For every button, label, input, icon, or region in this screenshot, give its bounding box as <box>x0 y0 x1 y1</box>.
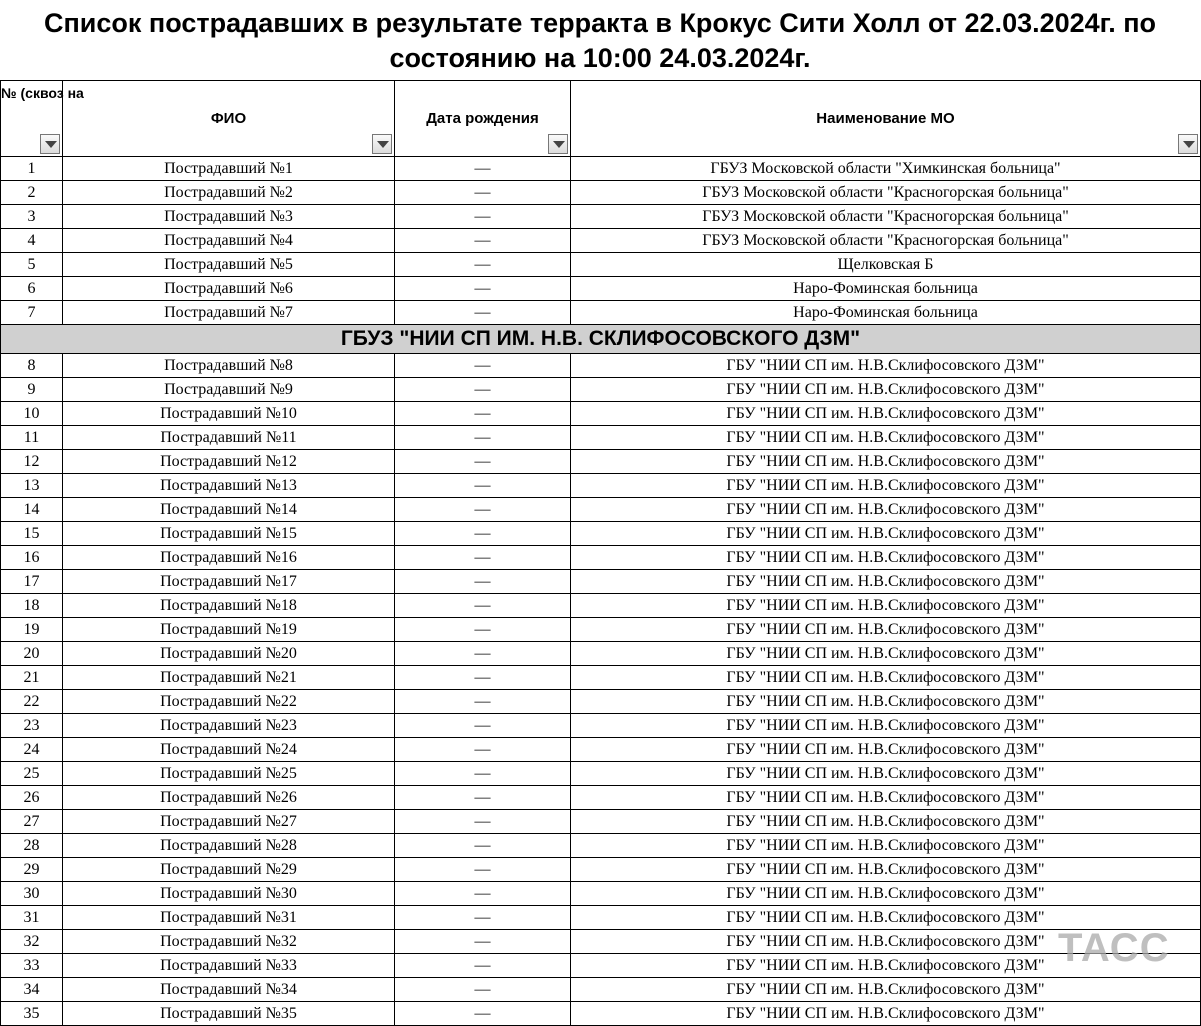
cell-dob[interactable]: — <box>395 1002 571 1026</box>
cell-fio[interactable]: Пострадавший №23 <box>63 714 395 738</box>
cell-number[interactable]: 9 <box>1 378 63 402</box>
cell-mo[interactable]: Наро-Фоминская больница <box>571 277 1201 301</box>
table-row <box>1 402 1201 426</box>
cell-fio[interactable]: Пострадавший №20 <box>63 642 395 666</box>
table-row <box>1 690 1201 714</box>
cell-dob[interactable]: — <box>395 714 571 738</box>
cell-mo[interactable]: ГБУ "НИИ СП им. Н.В.Склифосовского ДЗМ" <box>571 402 1201 426</box>
cell-mo[interactable]: ГБУ "НИИ СП им. Н.В.Склифосовского ДЗМ" <box>571 786 1201 810</box>
cell-fio[interactable]: Пострадавший №22 <box>63 690 395 714</box>
title-line-1: Список пострадавших в результате терракта в Крокус Сити Холл от 22.03.2024г. по <box>43 8 1157 38</box>
table-row <box>1 277 1201 301</box>
tass-watermark: ТАСС <box>1058 926 1170 970</box>
cell-fio[interactable]: Пострадавший №24 <box>63 738 395 762</box>
cell-fio[interactable]: Пострадавший №15 <box>63 522 395 546</box>
table-row <box>1 930 1201 954</box>
cell-number[interactable]: 5 <box>1 253 63 277</box>
cell-mo[interactable]: ГБУ "НИИ СП им. Н.В.Склифосовского ДЗМ" <box>571 954 1201 978</box>
cell-mo[interactable]: ГБУ "НИИ СП им. Н.В.Склифосовского ДЗМ" <box>571 978 1201 1002</box>
table-row <box>1 253 1201 277</box>
section-header-label: ГБУЗ "НИИ СП ИМ. Н.В. СКЛИФОСОВСКОГО ДЗМ" <box>1 325 1201 354</box>
cell-number[interactable]: 4 <box>1 229 63 253</box>
cell-fio[interactable]: Пострадавший №32 <box>63 930 395 954</box>
cell-mo[interactable]: ГБУ "НИИ СП им. Н.В.Склифосовского ДЗМ" <box>571 618 1201 642</box>
cell-fio[interactable]: Пострадавший №34 <box>63 978 395 1002</box>
cell-fio[interactable]: Пострадавший №29 <box>63 858 395 882</box>
header-dob-label: Дата рождения <box>426 109 539 127</box>
cell-dob[interactable]: — <box>395 570 571 594</box>
cell-dob[interactable]: — <box>395 474 571 498</box>
header-fio-label: ФИО <box>210 109 247 127</box>
cell-dob[interactable]: — <box>395 810 571 834</box>
title-line-2: состоянию на 10:00 24.03.2024г. <box>389 43 811 73</box>
cell-number[interactable]: 33 <box>1 954 63 978</box>
table-row <box>1 714 1201 738</box>
cell-fio[interactable]: Пострадавший №8 <box>63 354 395 378</box>
cell-dob[interactable]: — <box>395 666 571 690</box>
cell-dob[interactable]: — <box>395 498 571 522</box>
header-num-label: № (сквоз на <box>1 85 84 101</box>
document-title <box>0 6 1200 76</box>
cell-dob[interactable]: — <box>395 181 571 205</box>
cell-fio[interactable]: Пострадавший №2 <box>63 181 395 205</box>
cell-number[interactable]: 34 <box>1 978 63 1002</box>
cell-dob[interactable]: — <box>395 354 571 378</box>
cell-number[interactable]: 18 <box>1 594 63 618</box>
table-row <box>1 498 1201 522</box>
cell-fio[interactable]: Пострадавший №28 <box>63 834 395 858</box>
cell-dob[interactable]: — <box>395 277 571 301</box>
cell-dob[interactable]: — <box>395 157 571 181</box>
cell-number[interactable]: 12 <box>1 450 63 474</box>
cell-number[interactable]: 32 <box>1 930 63 954</box>
cell-dob[interactable]: — <box>395 594 571 618</box>
cell-mo[interactable]: ГБУ "НИИ СП им. Н.В.Склифосовского ДЗМ" <box>571 762 1201 786</box>
cell-dob[interactable]: — <box>395 450 571 474</box>
cell-dob[interactable]: — <box>395 906 571 930</box>
cell-number[interactable]: 10 <box>1 402 63 426</box>
cell-number[interactable]: 7 <box>1 301 63 325</box>
cell-fio[interactable]: Пострадавший №13 <box>63 474 395 498</box>
cell-number[interactable]: 19 <box>1 618 63 642</box>
cell-mo[interactable]: ГБУ "НИИ СП им. Н.В.Склифосовского ДЗМ" <box>571 642 1201 666</box>
cell-number[interactable]: 3 <box>1 205 63 229</box>
cell-fio[interactable]: Пострадавший №31 <box>63 906 395 930</box>
cell-mo[interactable]: ГБУ "НИИ СП им. Н.В.Склифосовского ДЗМ" <box>571 666 1201 690</box>
cell-number[interactable]: 22 <box>1 690 63 714</box>
cell-dob[interactable]: — <box>395 858 571 882</box>
table-row <box>1 229 1201 253</box>
rows-group-sklif <box>1 354 1201 1026</box>
cell-dob[interactable]: — <box>395 618 571 642</box>
cell-mo[interactable]: ГБУЗ Московской области "Красногорская больница" <box>571 229 1201 253</box>
cell-dob[interactable]: — <box>395 522 571 546</box>
cell-number[interactable]: 20 <box>1 642 63 666</box>
cell-mo[interactable]: ГБУ "НИИ СП им. Н.В.Склифосовского ДЗМ" <box>571 426 1201 450</box>
cell-dob[interactable]: — <box>395 762 571 786</box>
cell-mo[interactable]: ГБУ "НИИ СП им. Н.В.Склифосовского ДЗМ" <box>571 738 1201 762</box>
cell-mo[interactable]: ГБУ "НИИ СП им. Н.В.Склифосовского ДЗМ" <box>571 546 1201 570</box>
cell-number[interactable]: 27 <box>1 810 63 834</box>
cell-fio[interactable]: Пострадавший №9 <box>63 378 395 402</box>
table-row <box>1 205 1201 229</box>
cell-mo[interactable]: ГБУ "НИИ СП им. Н.В.Склифосовского ДЗМ" <box>571 810 1201 834</box>
cell-mo[interactable]: ГБУ "НИИ СП им. Н.В.Склифосовского ДЗМ" <box>571 474 1201 498</box>
cell-dob[interactable]: — <box>395 229 571 253</box>
table-row <box>1 378 1201 402</box>
cell-dob[interactable]: — <box>395 546 571 570</box>
table-row <box>1 666 1201 690</box>
cell-mo[interactable]: Щелковская Б <box>571 253 1201 277</box>
cell-dob[interactable]: — <box>395 930 571 954</box>
table-row <box>1 858 1201 882</box>
filter-dropdown-icon[interactable] <box>372 134 392 154</box>
table-row <box>1 570 1201 594</box>
cell-dob[interactable]: — <box>395 786 571 810</box>
cell-fio[interactable]: Пострадавший №25 <box>63 762 395 786</box>
cell-mo[interactable]: ГБУ "НИИ СП им. Н.В.Склифосовского ДЗМ" <box>571 858 1201 882</box>
cell-number[interactable]: 21 <box>1 666 63 690</box>
cell-fio[interactable]: Пострадавший №17 <box>63 570 395 594</box>
filter-dropdown-icon[interactable] <box>40 134 60 154</box>
table-row <box>1 642 1201 666</box>
table-row <box>1 301 1201 325</box>
table-row <box>1 354 1201 378</box>
cell-mo[interactable]: ГБУ "НИИ СП им. Н.В.Склифосовского ДЗМ" <box>571 522 1201 546</box>
cell-mo[interactable]: ГБУ "НИИ СП им. Н.В.Склифосовского ДЗМ" <box>571 450 1201 474</box>
cell-fio[interactable]: Пострадавший №1 <box>63 157 395 181</box>
cell-number[interactable]: 17 <box>1 570 63 594</box>
cell-fio[interactable]: Пострадавший №30 <box>63 882 395 906</box>
cell-number[interactable]: 8 <box>1 354 63 378</box>
cell-dob[interactable]: — <box>395 738 571 762</box>
cell-number[interactable]: 26 <box>1 786 63 810</box>
cell-fio[interactable]: Пострадавший №10 <box>63 402 395 426</box>
header-num <box>1 81 84 157</box>
cell-mo[interactable]: ГБУ "НИИ СП им. Н.В.Склифосовского ДЗМ" <box>571 354 1201 378</box>
cell-fio[interactable]: Пострадавший №26 <box>63 786 395 810</box>
cell-dob[interactable]: — <box>395 882 571 906</box>
cell-dob[interactable]: — <box>395 978 571 1002</box>
cell-mo[interactable]: ГБУ "НИИ СП им. Н.В.Склифосовского ДЗМ" <box>571 930 1201 954</box>
cell-dob[interactable]: — <box>395 690 571 714</box>
cell-number[interactable]: 14 <box>1 498 63 522</box>
cell-dob[interactable]: — <box>395 402 571 426</box>
header-mo-label: Наименование МО <box>816 109 955 127</box>
cell-dob[interactable]: — <box>395 205 571 229</box>
table-row <box>1 906 1201 930</box>
table-row <box>1 450 1201 474</box>
filter-dropdown-icon[interactable] <box>1178 134 1198 154</box>
cell-fio[interactable]: Пострадавший №19 <box>63 618 395 642</box>
cell-number[interactable]: 28 <box>1 834 63 858</box>
cell-number[interactable]: 23 <box>1 714 63 738</box>
cell-fio[interactable]: Пострадавший №5 <box>63 253 395 277</box>
table-row <box>1 738 1201 762</box>
cell-mo[interactable]: ГБУ "НИИ СП им. Н.В.Склифосовского ДЗМ" <box>571 714 1201 738</box>
table-row <box>1 978 1201 1002</box>
cell-number[interactable]: 24 <box>1 738 63 762</box>
cell-number[interactable]: 29 <box>1 858 63 882</box>
cell-mo[interactable]: ГБУ "НИИ СП им. Н.В.Склифосовского ДЗМ" <box>571 570 1201 594</box>
table-row <box>1 522 1201 546</box>
cell-mo[interactable]: ГБУЗ Московской области "Красногорская больница" <box>571 205 1201 229</box>
filter-dropdown-icon[interactable] <box>548 134 568 154</box>
cell-mo[interactable]: ГБУ "НИИ СП им. Н.В.Склифосовского ДЗМ" <box>571 498 1201 522</box>
header-mo <box>571 81 1201 157</box>
table-row <box>1 1002 1201 1026</box>
table-row <box>1 834 1201 858</box>
cell-fio[interactable]: Пострадавший №21 <box>63 666 395 690</box>
cell-number[interactable]: 1 <box>1 157 63 181</box>
cell-fio[interactable]: Пострадавший №11 <box>63 426 395 450</box>
cell-number[interactable]: 6 <box>1 277 63 301</box>
cell-dob[interactable]: — <box>395 426 571 450</box>
table-row <box>1 786 1201 810</box>
cell-dob[interactable]: — <box>395 954 571 978</box>
cell-mo[interactable]: ГБУ "НИИ СП им. Н.В.Склифосовского ДЗМ" <box>571 906 1201 930</box>
cell-number[interactable]: 2 <box>1 181 63 205</box>
table-row <box>1 618 1201 642</box>
cell-fio[interactable]: Пострадавший №7 <box>63 301 395 325</box>
cell-dob[interactable]: — <box>395 834 571 858</box>
cell-mo[interactable]: ГБУ "НИИ СП им. Н.В.Склифосовского ДЗМ" <box>571 690 1201 714</box>
cell-number[interactable]: 15 <box>1 522 63 546</box>
cell-number[interactable]: 25 <box>1 762 63 786</box>
cell-mo[interactable]: ГБУ "НИИ СП им. Н.В.Склифосовского ДЗМ" <box>571 594 1201 618</box>
cell-mo[interactable]: ГБУ "НИИ СП им. Н.В.Склифосовского ДЗМ" <box>571 1002 1201 1026</box>
table-row <box>1 426 1201 450</box>
table-row <box>1 882 1201 906</box>
rows-group-regional <box>1 157 1201 325</box>
table-header-row <box>1 81 1201 157</box>
table-row <box>1 762 1201 786</box>
cell-dob[interactable]: — <box>395 642 571 666</box>
cell-mo[interactable]: ГБУ "НИИ СП им. Н.В.Склифосовского ДЗМ" <box>571 834 1201 858</box>
cell-fio[interactable]: Пострадавший №18 <box>63 594 395 618</box>
cell-fio[interactable]: Пострадавший №12 <box>63 450 395 474</box>
cell-fio[interactable]: Пострадавший №35 <box>63 1002 395 1026</box>
cell-mo[interactable]: ГБУЗ Московской области "Красногорская больница" <box>571 181 1201 205</box>
table-row <box>1 546 1201 570</box>
cell-number[interactable]: 35 <box>1 1002 63 1026</box>
section-group <box>1 325 1201 354</box>
table-row <box>1 954 1201 978</box>
cell-dob[interactable]: — <box>395 253 571 277</box>
cell-dob[interactable]: — <box>395 378 571 402</box>
table-row <box>1 181 1201 205</box>
cell-mo[interactable]: ГБУЗ Московской области "Химкинская больница" <box>571 157 1201 181</box>
cell-number[interactable]: 16 <box>1 546 63 570</box>
cell-number[interactable]: 31 <box>1 906 63 930</box>
cell-fio[interactable]: Пострадавший №33 <box>63 954 395 978</box>
cell-fio[interactable]: Пострадавший №3 <box>63 205 395 229</box>
header-fio <box>63 81 395 157</box>
table-row <box>1 594 1201 618</box>
table-row <box>1 157 1201 181</box>
section-header-row <box>1 325 1201 354</box>
cell-fio[interactable]: Пострадавший №27 <box>63 810 395 834</box>
cell-fio[interactable]: Пострадавший №14 <box>63 498 395 522</box>
cell-mo[interactable]: Наро-Фоминская больница <box>571 301 1201 325</box>
table-row <box>1 474 1201 498</box>
cell-fio[interactable]: Пострадавший №6 <box>63 277 395 301</box>
cell-dob[interactable]: — <box>395 301 571 325</box>
table-row <box>1 810 1201 834</box>
cell-number[interactable]: 30 <box>1 882 63 906</box>
cell-number[interactable]: 11 <box>1 426 63 450</box>
cell-fio[interactable]: Пострадавший №16 <box>63 546 395 570</box>
cell-mo[interactable]: ГБУ "НИИ СП им. Н.В.Склифосовского ДЗМ" <box>571 882 1201 906</box>
victims-table <box>0 80 1201 1026</box>
cell-mo[interactable]: ГБУ "НИИ СП им. Н.В.Склифосовского ДЗМ" <box>571 378 1201 402</box>
cell-number[interactable]: 13 <box>1 474 63 498</box>
header-dob <box>395 81 571 157</box>
cell-fio[interactable]: Пострадавший №4 <box>63 229 395 253</box>
